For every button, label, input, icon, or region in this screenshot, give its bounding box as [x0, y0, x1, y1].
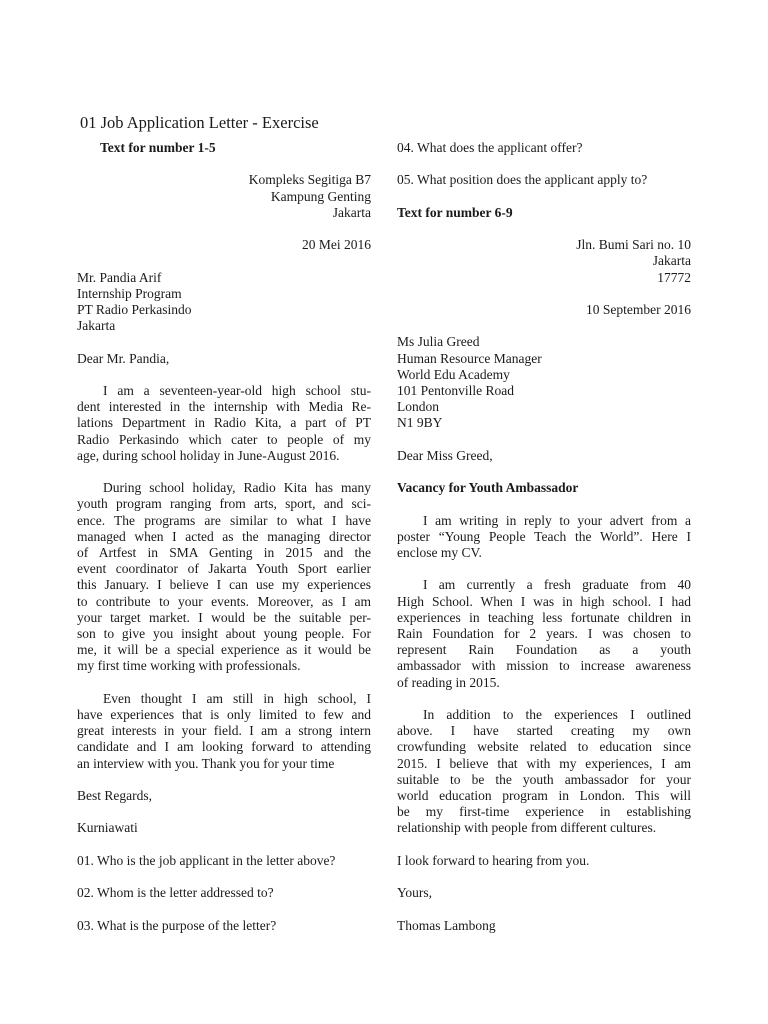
recipient-line: Internship Program	[77, 285, 182, 301]
question-03: 03. What is the purpose of the letter?	[77, 917, 277, 933]
letter2-paragraph-4: I look forward to hearing from you.	[397, 852, 590, 868]
paragraph-line: experiences in teaching less fortunate children in	[397, 609, 691, 625]
paragraph-line: be my first-time experience in establishing	[397, 804, 691, 820]
paragraph-line: I am a seventeen-year-old high school stu-	[103, 382, 371, 398]
paragraph-line: crowfunding website related to education since	[397, 739, 691, 755]
recipient-line: World Edu Academy	[397, 366, 510, 382]
letter1-salutation: Dear Mr. Pandia,	[77, 350, 170, 366]
paragraph-line: have experiences that is only limited to few and	[77, 707, 371, 722]
paragraph-line: dent interested in the internship with Media Re-	[77, 399, 371, 415]
letter2-closing: Yours,	[397, 885, 433, 901]
paragraph-line: youth program ranging from arts, sport, and sci-	[77, 496, 371, 512]
question-04: 04. What does the applicant offer?	[397, 140, 583, 155]
address-line: 17772	[657, 269, 691, 285]
paragraph-line: age, during school holiday in June-August 2016.	[77, 447, 340, 463]
recipient-line: N1 9BY	[397, 415, 443, 431]
letter1-signature: Kurniawati	[77, 820, 138, 836]
paragraph-line: I am currently a fresh graduate from 40	[423, 577, 691, 593]
page-title: 01 Job Application Letter - Exercise	[80, 113, 319, 132]
paragraph-line: great interests in your field. I am a strong intern	[77, 723, 371, 739]
question-02: 02. Whom is the letter addressed to?	[77, 885, 274, 901]
letter2-recipient	[397, 334, 691, 431]
paragraph-line: ambassador with mission to increase awareness	[397, 658, 691, 674]
letter2-sender-address	[397, 237, 691, 286]
paragraph-line: poster “Young People Teach the World”. Here I	[397, 528, 691, 544]
paragraph-line: Radio Perkasindo which cater to people of my	[77, 431, 371, 447]
paragraph-line: your target market. I would be the suitable per-	[77, 609, 371, 625]
letter2-signature: Thomas Lambong	[397, 917, 496, 933]
letter2-subject: Vacancy for Youth Ambassador	[397, 480, 579, 496]
left-column	[77, 140, 371, 934]
letter2-heading: Text for number 6-9	[397, 204, 513, 220]
paragraph-line: me, it will be a special experience as it would be	[77, 642, 371, 658]
paragraph-line: High School. When I was in high school. I had	[397, 593, 691, 609]
letter1-paragraph-1	[77, 383, 371, 464]
letter2-paragraph-2	[397, 577, 691, 690]
letter1-recipient	[77, 270, 371, 335]
paragraph-line: I am writing in reply to your advert from a	[423, 512, 691, 528]
letter2-date: 10 September 2016	[586, 301, 691, 317]
paragraph-line: my first time working with professionals.	[77, 658, 301, 674]
letter1-paragraph-3	[77, 691, 371, 772]
paragraph-line: ence. The programs are similar to what I have	[77, 512, 371, 528]
paragraph-line: In addition to the experiences I outlined	[423, 706, 691, 722]
paragraph-line: 2015. I believe that with my experiences, I am	[397, 755, 691, 771]
letter1-closing: Best Regards,	[77, 788, 152, 803]
recipient-line: PT Radio Perkasindo	[77, 301, 192, 317]
paragraph-line: of Artfest in SMA Genting in 2015 and the	[77, 544, 371, 560]
paragraph-line: managed when I acted as the managing director	[77, 528, 371, 544]
letter1-heading: Text for number 1-5	[100, 140, 216, 155]
address-line: Kompleks Segitiga B7	[248, 172, 371, 188]
letter2-paragraph-3	[397, 707, 691, 837]
paragraph-line: candidate and I am looking forward to attending	[77, 739, 371, 755]
paragraph-line: During school holiday, Radio Kita has many	[103, 480, 371, 496]
recipient-line: Ms Julia Greed	[397, 334, 480, 350]
paragraph-line: relationship with people from different cultures.	[397, 820, 657, 836]
right-column	[397, 140, 691, 934]
paragraph-line: of reading in 2015.	[397, 674, 500, 690]
letter1-date: 20 Mei 2016	[302, 237, 371, 253]
paragraph-line: enclose my CV.	[397, 544, 482, 560]
letter2-paragraph-1	[397, 513, 691, 562]
recipient-line: Jakarta	[77, 318, 116, 334]
address-line: Jakarta	[332, 204, 371, 220]
paragraph-line: event coordinator of Jakarta Youth Sport earlier	[77, 561, 371, 577]
letter1-sender-address	[77, 172, 371, 221]
recipient-line: Mr. Pandia Arif	[77, 269, 162, 285]
question-05: 05. What position does the applicant apply to?	[397, 172, 648, 188]
letter1-paragraph-2	[77, 480, 371, 674]
paragraph-line: to contribute to your events. Moreover, as I am	[77, 593, 371, 609]
recipient-line: Human Resource Manager	[397, 350, 542, 366]
letter2-salutation: Dear Miss Greed,	[397, 447, 493, 463]
paragraph-line: above. I have started creating my own	[397, 723, 691, 739]
paragraph-line: world education program in London. This will	[397, 787, 691, 803]
paragraph-line: represent Rain Foundation as a youth	[397, 642, 691, 658]
address-line: Kampung Genting	[270, 188, 371, 204]
paragraph-line: suitable to be the youth ambassador for your	[397, 771, 691, 787]
paragraph-line: Rain Foundation for 2 years. I was chosen to	[397, 625, 691, 641]
address-line: Jakarta	[652, 253, 691, 269]
recipient-line: 101 Pentonville Road	[397, 382, 514, 398]
paragraph-line: Even thought I am still in high school, I	[103, 690, 371, 706]
paragraph-line: son to give you insight about young people. For	[77, 626, 371, 641]
question-01: 01. Who is the job applicant in the letter above?	[77, 852, 336, 868]
address-line: Jln. Bumi Sari no. 10	[576, 237, 691, 253]
paragraph-line: lations Department in Radio Kita, a part of PT	[77, 415, 371, 431]
paragraph-line: this January. I believe I can use my experiences	[77, 577, 371, 593]
paragraph-line: an interview with you. Thank you for your time	[77, 755, 335, 771]
recipient-line: London	[397, 399, 439, 415]
